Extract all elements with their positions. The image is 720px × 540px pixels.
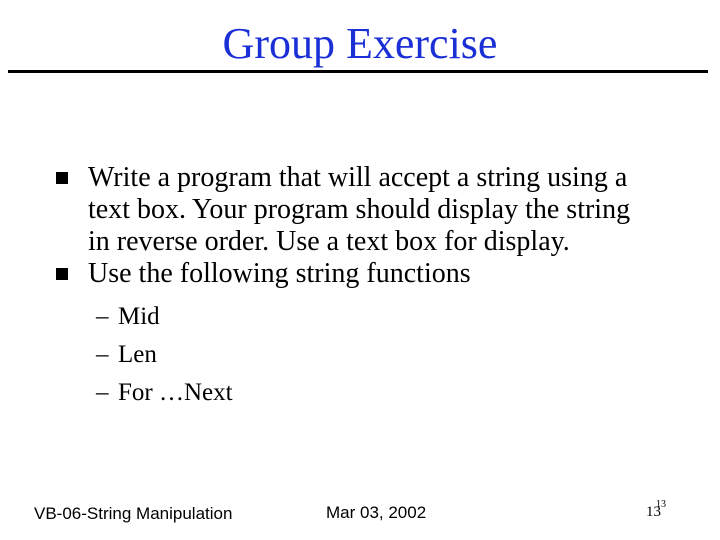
square-bullet-icon — [56, 172, 68, 184]
slide-content — [56, 162, 636, 412]
sub-bullet-item — [96, 298, 636, 336]
bullet-item — [56, 258, 636, 290]
slide-title: Group Exercise — [222, 19, 498, 68]
footer-course-label: VB-06-String Manipulation — [34, 504, 233, 523]
slide-number-overlay: 13 — [656, 499, 666, 510]
slide-number: 13 — [646, 504, 661, 520]
title-underline — [8, 70, 708, 73]
sub-bullet-item — [96, 374, 636, 412]
footer-date: Mar 03, 2002 — [326, 503, 427, 522]
dash-bullet-icon: – — [96, 341, 109, 368]
sub-bullet-list — [96, 298, 636, 412]
bullet-item — [56, 162, 636, 258]
sub-bullet-text: Mid — [118, 303, 160, 330]
square-bullet-icon — [56, 268, 68, 280]
sub-bullet-item — [96, 336, 636, 374]
sub-bullet-text: For …Next — [118, 379, 233, 406]
dash-bullet-icon: – — [96, 379, 109, 406]
bullet-text: Write a program that will accept a string using a text box. Your program should display the string in reverse order. Use a text box for display. — [88, 162, 631, 257]
bullet-text: Use the following string functions — [88, 258, 471, 289]
sub-bullet-text: Len — [118, 341, 157, 368]
dash-bullet-icon: – — [96, 303, 109, 330]
